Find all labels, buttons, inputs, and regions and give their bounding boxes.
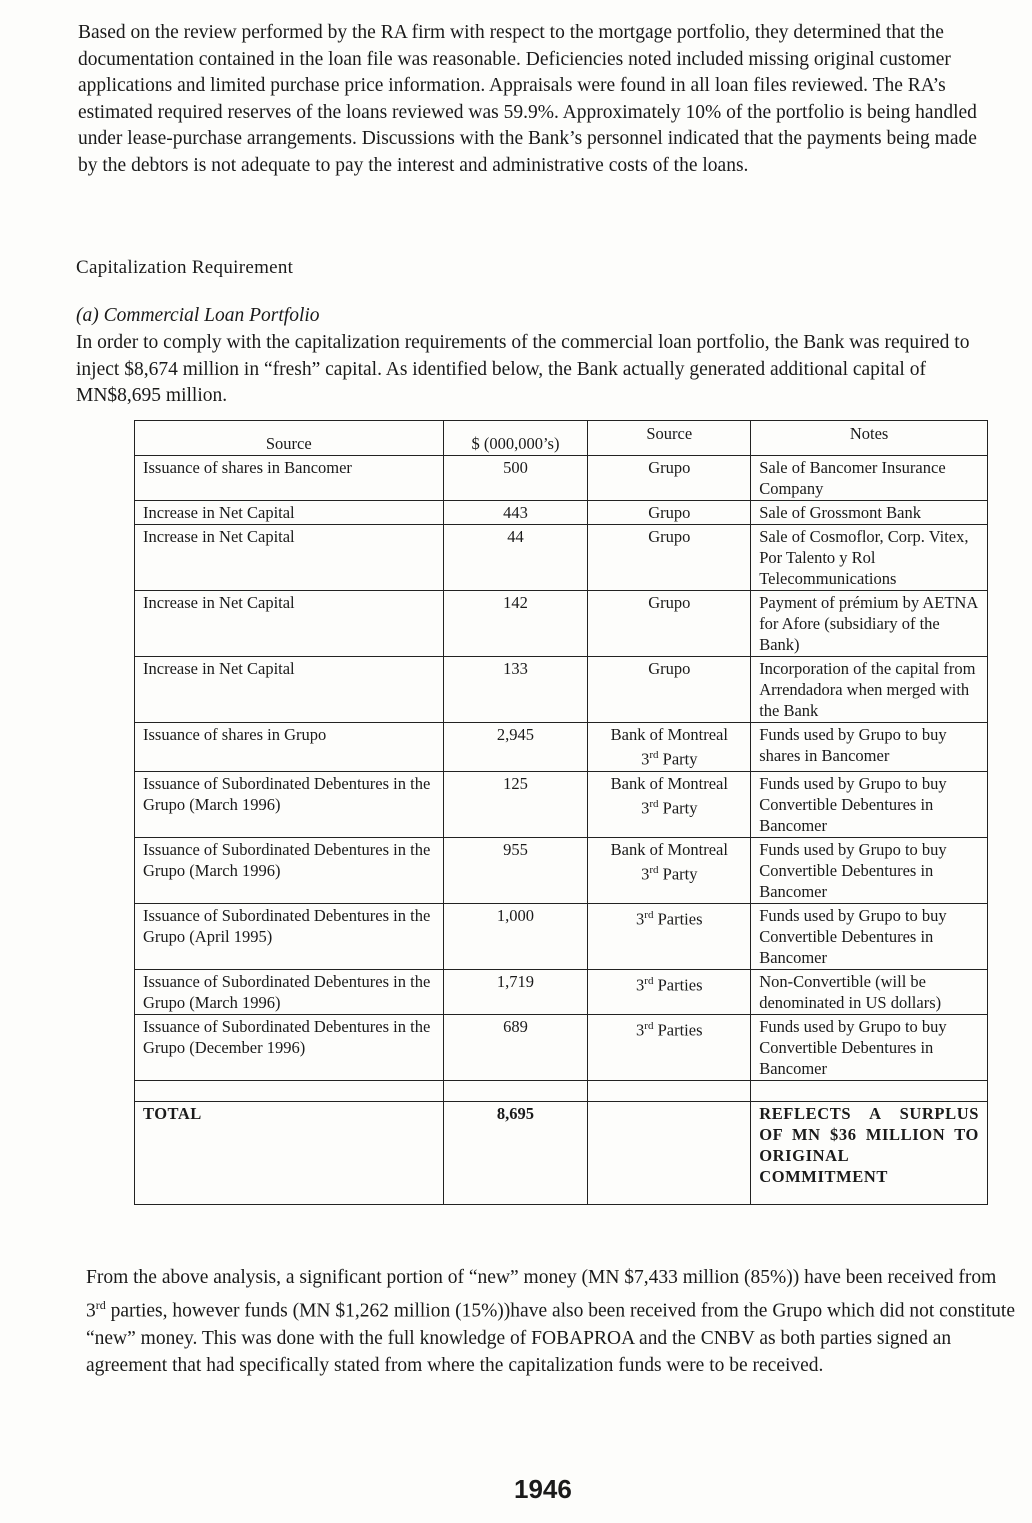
row-origin-name: Bank of Montreal <box>610 725 728 744</box>
row-source: Increase in Net Capital <box>135 525 444 591</box>
table-row <box>135 969 988 1014</box>
row-source: Issuance of Subordinated Debentures in the Grupo (March 1996) <box>135 969 444 1014</box>
row-note: Funds used by Grupo to buy Convertible Debentures in Bancomer <box>751 837 988 903</box>
capitalization-table <box>134 420 988 1205</box>
table-row <box>135 903 988 969</box>
row-origin-name: Grupo <box>648 593 691 612</box>
row-origin-name: Bank of Montreal <box>610 773 728 793</box>
intro-paragraph: Based on the review performed by the RA firm with respect to the mortgage portfolio, they determined that the documentation contained in the loan file was reasonable. Deficiencies noted included missing original customer applications and limited purchase price information. Appraisals were found in all loan files reviewed. The RA’s estimated required reserves of the loans reviewed was 59.9%. Approximately 10% of the portfolio is being handled under lease-purchase arrangements. Discussions with the Bank’s personnel indicated that the payments being made by the debtors is not adequate to pay the interest and administrative costs of the loans. <box>78 22 977 176</box>
total-label: TOTAL <box>135 1101 444 1204</box>
table-row <box>135 837 988 903</box>
table-row <box>135 591 988 657</box>
row-source: Increase in Net Capital <box>135 657 444 723</box>
table-row <box>135 525 988 591</box>
table-row <box>135 456 988 501</box>
row-amount: 133 <box>443 657 588 723</box>
row-origin-sub: 3rd Party <box>641 797 698 817</box>
row-origin-name: Grupo <box>648 527 691 546</box>
row-note: Funds used by Grupo to buy shares in Bancomer <box>751 723 988 772</box>
row-amount: 955 <box>443 837 588 903</box>
row-source: Issuance of Subordinated Debentures in the Grupo (March 1996) <box>135 771 444 837</box>
row-origin <box>588 657 751 723</box>
row-amount: 142 <box>443 591 588 657</box>
row-note: Sale of Bancomer Insurance Company <box>751 456 988 501</box>
summary-paragraph: From the above analysis, a significant portion of “new” money (MN $7,433 million (85%)) have been received from 3rd parties, however funds (MN $1,262 million (15%))have also been received from the Grupo which did not constitute “new” money. This was done with the full knowledge of FOBAPROA and the CNBV as both parties signed an agreement that had specifically stated from where the capitalization funds were to be received. <box>86 1267 1015 1376</box>
row-note: Incorporation of the capital from Arrendadora when merged with the Bank <box>751 657 988 723</box>
total-origin <box>588 1101 751 1204</box>
row-origin-name: 3rd Parties <box>636 974 703 994</box>
row-origin-name: 3rd Parties <box>636 908 703 928</box>
row-origin <box>588 837 751 903</box>
header-amount: $ (000,000’s) <box>443 421 588 456</box>
table-row <box>135 771 988 837</box>
row-origin <box>588 591 751 657</box>
row-source: Increase in Net Capital <box>135 501 444 525</box>
table-spacer-row <box>135 1080 988 1101</box>
row-note: Sale of Cosmoflor, Corp. Vitex, Por Talento y Rol Telecommunications <box>751 525 988 591</box>
row-amount: 44 <box>443 525 588 591</box>
row-origin <box>588 525 751 591</box>
row-amount: 689 <box>443 1014 588 1080</box>
row-note: Sale of Grossmont Bank <box>751 501 988 525</box>
section-heading: Capitalization Requirement <box>76 257 294 278</box>
row-origin-name: 3rd Parties <box>636 1019 703 1039</box>
row-note: Payment of prémium by AETNA for Afore (subsidiary of the Bank) <box>751 591 988 657</box>
row-origin <box>588 903 751 969</box>
row-source: Issuance of Subordinated Debentures in the Grupo (April 1995) <box>135 903 444 969</box>
table-header-row <box>135 421 988 456</box>
row-amount: 125 <box>443 771 588 837</box>
row-origin-name: Grupo <box>648 458 691 477</box>
row-origin <box>588 501 751 525</box>
header-notes: Notes <box>751 421 988 456</box>
row-source: Issuance of Subordinated Debentures in the Grupo (March 1996) <box>135 837 444 903</box>
header-origin: Source <box>588 421 751 456</box>
table-row <box>135 501 988 525</box>
table-row <box>135 1014 988 1080</box>
row-amount: 500 <box>443 456 588 501</box>
row-source: Issuance of shares in Grupo <box>135 723 444 772</box>
page-number: 1946 <box>514 1474 572 1504</box>
row-origin <box>588 1014 751 1080</box>
table-total-row <box>135 1101 988 1204</box>
header-source: Source <box>135 421 444 456</box>
row-origin-name: Grupo <box>648 503 691 522</box>
row-source: Issuance of Subordinated Debentures in the Grupo (December 1996) <box>135 1014 444 1080</box>
total-note: REFLECTS A SURPLUS OF MN $36 MILLION TO ORIGINAL COMMITMENT <box>751 1101 988 1204</box>
row-note: Funds used by Grupo to buy Convertible Debentures in Bancomer <box>751 903 988 969</box>
row-origin-sub: 3rd Party <box>641 749 698 769</box>
row-note: Funds used by Grupo to buy Convertible Debentures in Bancomer <box>751 771 988 837</box>
row-amount: 1,000 <box>443 903 588 969</box>
row-origin <box>588 456 751 501</box>
row-origin <box>588 969 751 1014</box>
row-source: Increase in Net Capital <box>135 591 444 657</box>
table-row <box>135 657 988 723</box>
row-note: Funds used by Grupo to buy Convertible Debentures in Bancomer <box>751 1014 988 1080</box>
row-note: Non-Convertible (will be denominated in US dollars) <box>751 969 988 1014</box>
row-amount: 1,719 <box>443 969 588 1014</box>
subsection-heading: (a) Commercial Loan Portfolio <box>76 305 320 326</box>
capitalization-paragraph: In order to comply with the capitalization requirements of the commercial loan portfolio, the Bank was required to inject $8,674 million in “fresh” capital. As identified below, the Bank actually generated additional capital of MN$8,695 million. <box>76 332 970 406</box>
row-origin-name: Grupo <box>648 659 691 678</box>
row-origin-name: Bank of Montreal <box>610 839 728 859</box>
total-amount: 8,695 <box>443 1101 588 1204</box>
row-amount: 443 <box>443 501 588 525</box>
table-row <box>135 723 988 772</box>
row-source: Issuance of shares in Bancomer <box>135 456 444 501</box>
row-origin <box>588 771 751 837</box>
row-origin-sub: 3rd Party <box>641 863 698 883</box>
row-amount: 2,945 <box>443 723 588 772</box>
row-origin <box>588 723 751 772</box>
